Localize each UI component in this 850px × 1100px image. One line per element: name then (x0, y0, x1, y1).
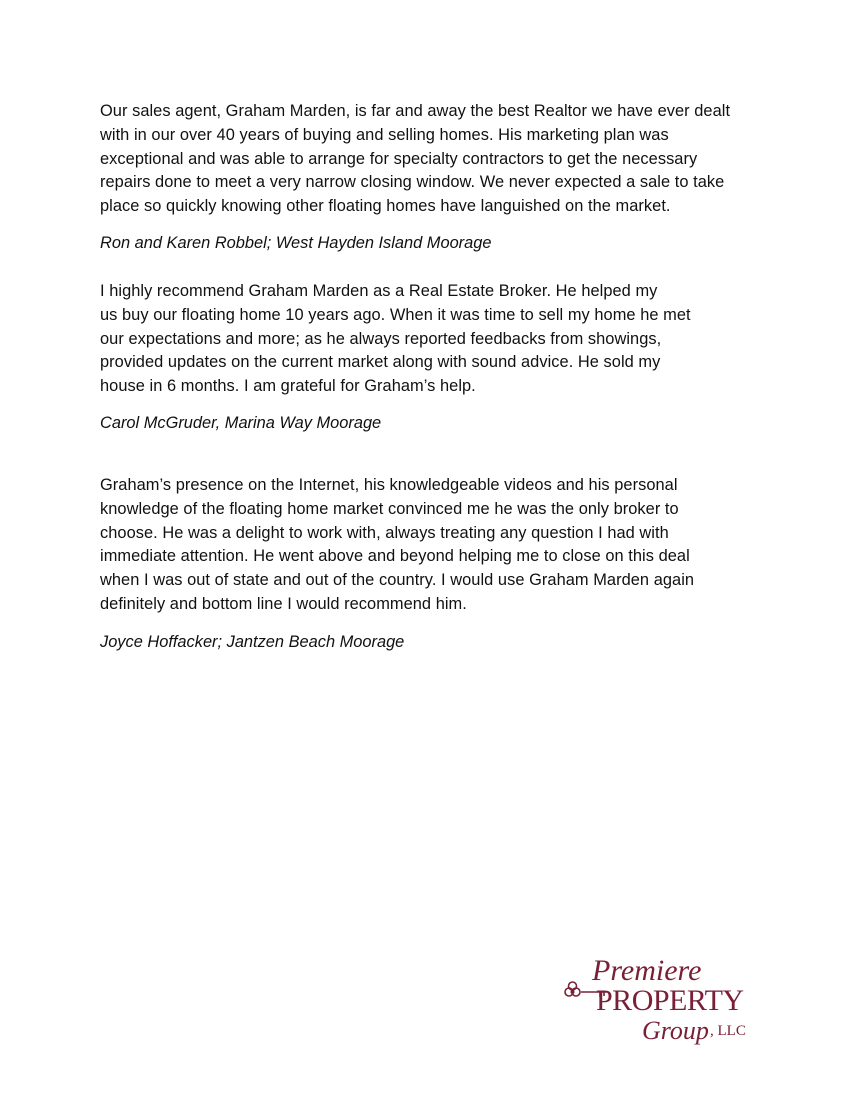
logo-word-premiere: Premiere (592, 954, 702, 987)
testimonial-line: choose. He was a delight to work with, always treating any question I had with (100, 523, 669, 542)
testimonial-3-attribution: Joyce Hoffacker; Jantzen Beach Moorage (100, 633, 405, 651)
testimonial-line: provided updates on the current market along with sound advice. He sold my (100, 353, 661, 372)
testimonial-line: our expectations and more; as he always reported feedbacks from showings, (100, 329, 662, 348)
testimonial-1-attribution: Ron and Karen Robbel; West Hayden Island Moorage (100, 234, 492, 252)
testimonial-3-body (100, 474, 694, 617)
logo-word-property: PROPERTY (596, 984, 744, 1017)
testimonial-line: knowledge of the floating home market convinced me he was the only broker to (100, 499, 679, 518)
testimonial-line: with in our over 40 years of buying and selling homes. His marketing plan was (100, 125, 669, 144)
testimonial-line: Our sales agent, Graham Marden, is far and away the best Realtor we have ever dealt (100, 102, 731, 120)
testimonial-2-attribution: Carol McGruder, Marina Way Moorage (100, 414, 382, 432)
testimonial-line: house in 6 months. I am grateful for Graham’s help. (100, 377, 476, 396)
testimonial-line: when I was out of state and out of the country. I would use Graham Marden again (100, 571, 695, 590)
logo-suffix-llc: , LLC (710, 1023, 746, 1039)
testimonial-line: immediate attention. He went above and beyond helping me to close on this deal (100, 547, 690, 566)
testimonial-line: us buy our floating home 10 years ago. When it was time to sell my home he met (100, 305, 691, 324)
testimonial-line: I highly recommend Graham Marden as a Real Estate Broker. He helped my (100, 282, 658, 300)
testimonial-line: repairs done to meet a very narrow closing window. We never expected a sale to take (100, 173, 725, 192)
testimonial-1-body (100, 100, 730, 219)
testimonial-line: definitely and bottom line I would recommend him. (100, 594, 467, 613)
company-logo (560, 952, 760, 1060)
testimonial-line: exceptional and was able to arrange for specialty contractors to get the necessary (100, 149, 698, 168)
testimonial-line: place so quickly knowing other floating homes have languished on the market. (100, 197, 671, 216)
testimonial-line: Graham’s presence on the Internet, his knowledgeable videos and his personal (100, 476, 678, 494)
logo-word-group: Group (642, 1016, 709, 1045)
testimonial-2-body (100, 280, 691, 399)
